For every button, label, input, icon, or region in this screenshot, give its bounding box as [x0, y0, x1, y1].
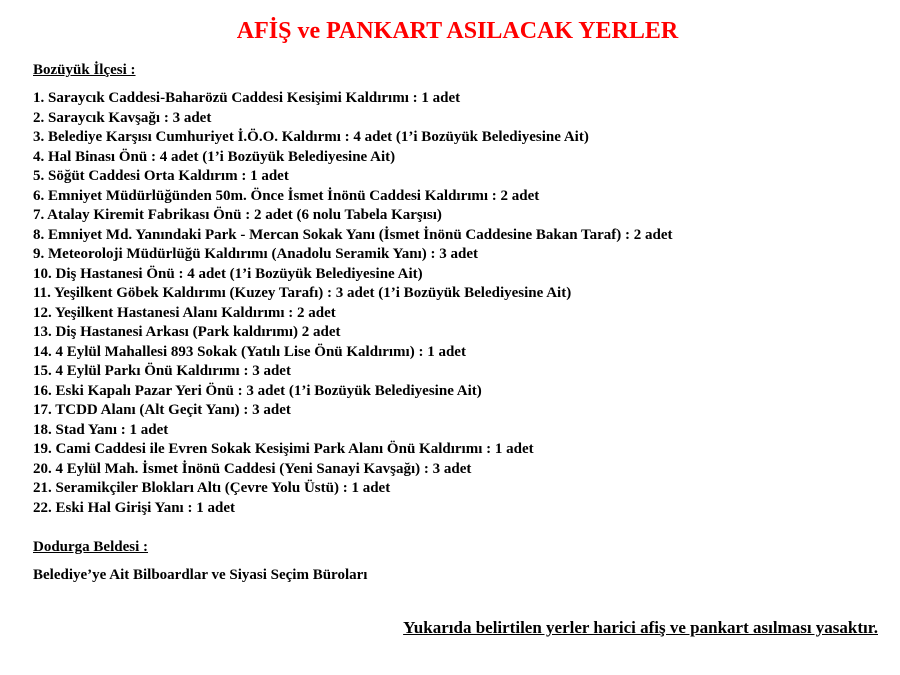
- list-item: 9. Meteoroloji Müdürlüğü Kaldırımı (Anadolu Seramik Yanı) : 3 adet: [33, 246, 479, 262]
- list-item: 6. Emniyet Müdürlüğünden 50m. Önce İsmet İnönü Caddesi Kaldırımı : 2 adet: [33, 187, 540, 204]
- list-item: 12. Yeşilkent Hastanesi Alanı Kaldırımı : 2 adet: [33, 304, 336, 321]
- list-item: 3. Belediye Karşısı Cumhuriyet İ.Ö.O. Kaldırmı : 4 adet (1’i Bozüyük Belediyesine Ait): [33, 129, 589, 145]
- list-item: 19. Cami Caddesi ile Evren Sokak Kesişimi Park Alanı Önü Kaldırımı : 1 adet: [33, 441, 534, 457]
- list-item: 1. Saraycık Caddesi-Baharözü Caddesi Kesişimi Kaldırımı : 1 adet: [33, 90, 461, 106]
- list-item: 13. Diş Hastanesi Arkası (Park kaldırımı) 2 adet: [33, 324, 341, 340]
- list-item: 10. Diş Hastanesi Önü : 4 adet (1’i Bozüyük Belediyesine Ait): [33, 265, 423, 282]
- list-item: 21. Seramikçiler Blokları Altı (Çevre Yolu Üstü) : 1 adet: [33, 480, 391, 496]
- bozuyuk-location-list: [33, 89, 673, 518]
- page-title: AFİŞ ve PANKART ASILACAK YERLER: [236, 18, 679, 44]
- list-item: 8. Emniyet Md. Yanındaki Park - Mercan Sokak Yanı (İsmet İnönü Caddesine Bakan Taraf) : 2 adet: [33, 226, 673, 243]
- list-item: 18. Stad Yanı : 1 adet: [33, 421, 169, 438]
- list-item: 5. Söğüt Caddesi Orta Kaldırım : 1 adet: [33, 168, 289, 184]
- list-item: 2. Saraycık Kavşağı : 3 adet: [33, 109, 212, 126]
- dodurga-description: Belediye’ye Ait Bilboardlar ve Siyasi Seçim Büroları: [33, 567, 368, 583]
- bozuyuk-heading: Bozüyük İlçesi :: [33, 62, 136, 78]
- dodurga-heading: Dodurga Beldesi :: [33, 539, 149, 555]
- list-item: 7. Atalay Kiremit Fabrikası Önü : 2 adet (6 nolu Tabela Karşısı): [33, 207, 442, 223]
- list-item: 15. 4 Eylül Parkı Önü Kaldırımı : 3 adet: [33, 363, 291, 379]
- list-item: 14. 4 Eylül Mahallesi 893 Sokak (Yatılı Lise Önü Kaldırımı) : 1 adet: [33, 343, 466, 360]
- list-item: 4. Hal Binası Önü : 4 adet (1’i Bozüyük Belediyesine Ait): [33, 148, 396, 165]
- list-item: 20. 4 Eylül Mah. İsmet İnönü Caddesi (Yeni Sanayi Kavşağı) : 3 adet: [33, 460, 472, 477]
- list-item: 11. Yeşilkent Göbek Kaldırımı (Kuzey Tarafı) : 3 adet (1’i Bozüyük Belediyesine Ait): [33, 285, 572, 301]
- list-item: 17. TCDD Alanı (Alt Geçit Yanı) : 3 adet: [33, 402, 291, 418]
- list-item: 22. Eski Hal Girişi Yanı : 1 adet: [33, 499, 235, 516]
- prohibition-note: Yukarıda belirtilen yerler harici afiş ve pankart asılması yasaktır.: [403, 618, 878, 637]
- list-item: 16. Eski Kapalı Pazar Yeri Önü : 3 adet (1’i Bozüyük Belediyesine Ait): [33, 382, 482, 399]
